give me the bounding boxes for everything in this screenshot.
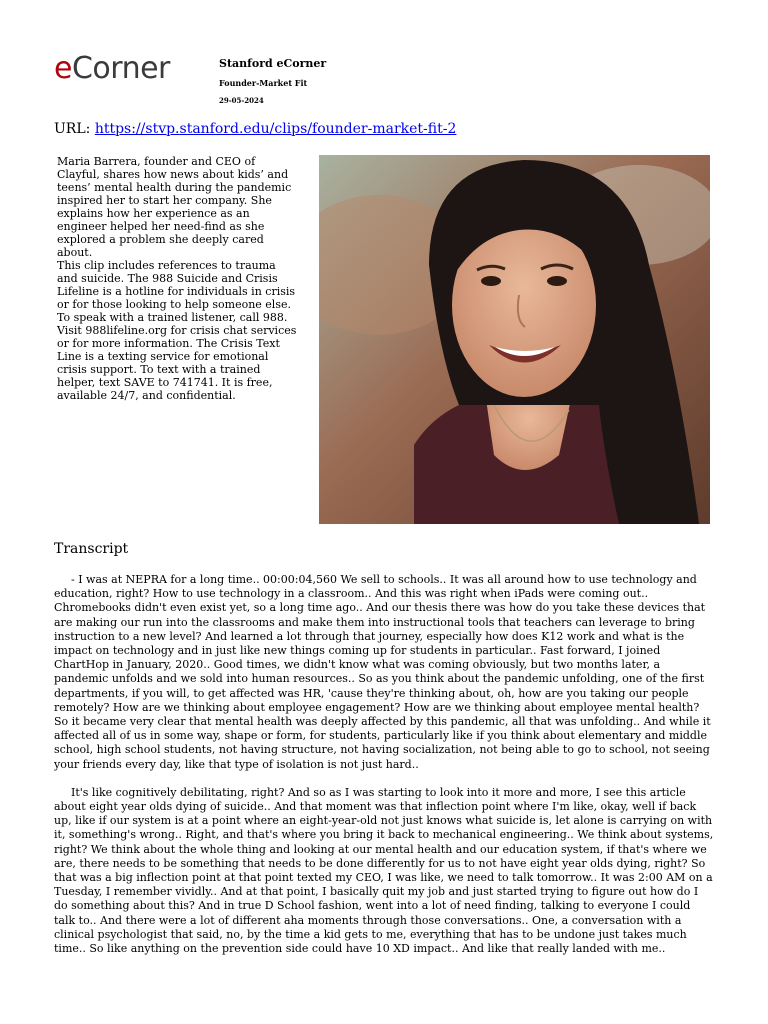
publish-date: 29-05-2024 — [219, 96, 264, 105]
speaker-photo — [319, 155, 710, 524]
clip-description — [57, 155, 297, 402]
transcript-heading: Transcript — [54, 541, 129, 557]
ecorner-logo — [54, 50, 170, 88]
url-line — [54, 121, 456, 137]
description-paragraph: Maria Barrera, founder and CEO of Clayful, shares how news about kids’ and teens’ mental health during the pandemic inspired her to start her company. She explains how her experience as an engineer helped her need-find as she explored a problem she deeply cared about. — [57, 155, 292, 259]
site-title: Stanford eCorner — [219, 57, 327, 70]
clip-title: Founder-Market Fit — [219, 78, 308, 88]
logo-wordmark: Corner — [71, 51, 170, 86]
clip-url-link[interactable]: https://stvp.stanford.edu/clips/founder-market-fit-2 — [94, 121, 457, 137]
transcript-paragraph: It's like cognitively debilitating, right? And so as I was starting to look into it more and more, I see this article about eight year olds dying of suicide.. And that moment was that inflection point where I'm like, okay, well if back up, like if our system is at a point where an eight-year-old not just knows what suicide is, let alone is carrying on with it, something's wrong.. Right, and that's where you bring it back to mechanical engineering.. We think about systems, right? We think about the whole thing and looking at our mental health and our education system, if that's where we are, there needs to be something that needs to be done differently for us to not have eight year olds dying, right? So that was a big inflection point at that point texted my CEO, I was like, we need to talk tomorrow.. It was 2:00 AM on a Tuesday, I remember vividly.. And at that point, I basically quit my job and just started trying to figure out how do I do something about this? And in true D School fashion, went into a lot of need finding, talking to everyone I could talk to.. And there were a lot of different aha moments through those conversations.. One, a conversation with a clinical psychologist that said, no, by the time a kid gets to me, everything that has to be undone just takes much time.. So like anything on the prevention side could have 10 XD impact.. And like that really landed with me.. — [54, 785, 714, 956]
transcript-paragraph: - I was at NEPRA for a long time.. 00:00:04,560 We sell to schools.. It was all around how to use technology and education, right? How to use technology in a classroom.. And this was right when iPads were coming out.. Chromebooks didn't even exist yet, so a long time ago.. And our thesis there was how do you take these devices that are making our run into the classrooms and make them into instructional tools that teachers can leverage to bring instruction to a new level? And learned a lot through that journey, especially how does K12 work and what is the impact on technology and in just like new things coming up for students in particular.. Fast forward, I joined ChartHop in January, 2020.. Good times, we didn't know what was coming obviously, but two months later, a pandemic unfolds and we sold into human resources.. So as you think about the pandemic unfolding, one of the first departments, if you will, to get affected was HR, 'cause they're thinking about, oh, how are you taking our people remotely? How are we thinking about employee engagement? How are we thinking about employee mental health? So it became very clear that mental health was deeply affected by this pandemic, all that was unfolding.. And while it affected all of us in some way, shape or form, for students, particularly like if you think about elementary and middle school, high school students, not having structure, not having socialization, not being able to go to school, not seeing your friends every day, like that type of isolation is not just hard.. — [54, 573, 711, 771]
transcript-body — [54, 573, 714, 970]
crisis-notice-paragraph: This clip includes references to trauma and suicide. The 988 Suicide and Crisis Lifeline is a hotline for individuals in crisis or for those looking to help someone else. To speak with a trained listener, call 988. Visit 988lifeline.org for crisis chat services or for more information. The Crisis Text Line is a texting service for emotional crisis support. To text with a trained helper, text SAVE to 741741. It is free, available 24/7, and confidential. — [57, 259, 297, 402]
logo-letter-e: e — [54, 51, 72, 86]
url-label: URL: — [54, 121, 95, 137]
